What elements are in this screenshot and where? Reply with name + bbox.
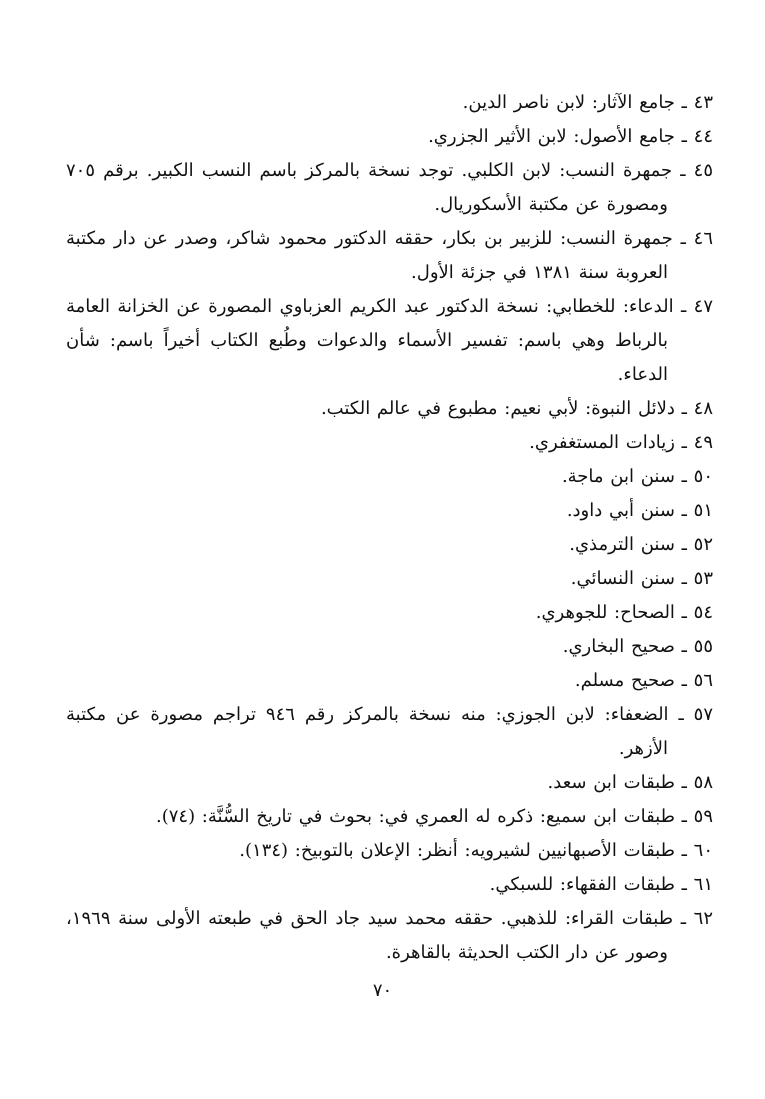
entry-number: ٦٠ [693,840,713,861]
bibliography-entry-57: ٥٧ ـ الضعفاء: لابن الجوزي: منه نسخة بالمركز رقم ٩٤٦ تراجم مصورة عن مكتبة الأزهر. [66,698,713,766]
entry-number: ٤٦ [693,228,713,249]
entry-text: جمهرة النسب: للزبير بن بكار، حققه الدكتور محمود شاكر، وصدر عن دار مكتبة العروبة سنة ١٣٨١ في جزئة الأول. [66,228,673,283]
bibliography-entry-49: ٤٩ ـ زيادات المستغفري. [66,426,713,460]
entry-text: جمهرة النسب: لابن الكلبي. توجد نسخة بالمركز باسم النسب الكبير. برقم ٧٠٥ ومصورة عن مكتبة الأسكوريال. [66,160,673,215]
entry-text: طبقات ابن سميع: ذكره له العمري في: بحوث في تاريخ السُّنَّة: (٧٤). [155,806,675,827]
entry-text: طبقات القراء: للذهبي. حققه محمد سيد جاد الحق في طبعته الأولى سنة ١٩٦٩، وصور عن دار الكتب الحديثة بالقاهرة. [66,908,674,963]
bibliography-entry-45: ٤٥ ـ جمهرة النسب: لابن الكلبي. توجد نسخة بالمركز باسم النسب الكبير. برقم ٧٠٥ ومصورة عن مكتبة الأسكوريال. [66,154,713,222]
entry-text: جامع الأصول: لابن الأثير الجزري. [428,126,675,147]
page-number: ٧٠ [372,980,393,1001]
entry-number: ٦١ [693,874,713,895]
entry-number: ٤٣ [693,92,713,113]
entry-text: زيادات المستغفري. [529,432,675,453]
entry-number: ٤٥ [693,160,714,181]
bibliography-entry-58: ٥٨ ـ طبقات ابن سعد. [66,766,713,800]
bibliography-entry-43: ٤٣ ـ جامع الآثار: لابن ناصر الدين. [66,86,713,120]
entry-number: ٥٠ [693,466,713,487]
entry-number: ٤٧ [693,296,714,317]
bibliography-entry-55: ٥٥ ـ صحيح البخاري. [66,630,713,664]
bibliography-entry-60: ٦٠ ـ طبقات الأصبهانيين لشيرويه: أنظر: الإعلان بالتوبيخ: (١٣٤). [66,834,713,868]
entry-number: ٥٣ [693,568,713,589]
entry-number: ٤٤ [693,126,713,147]
bibliography-entry-62: ٦٢ ـ طبقات القراء: للذهبي. حققه محمد سيد جاد الحق في طبعته الأولى سنة ١٩٦٩، وصور عن دار الكتب الحديثة بالقاهرة. [66,902,713,970]
bibliography-entry-61: ٦١ ـ طبقات الفقهاء: للسبكي. [66,868,713,902]
entry-number: ٥٤ [693,602,713,623]
entry-text: الدعاء: للخطابي: نسخة الدكتور عبد الكريم العزباوي المصورة عن الخزانة العامة بالرباط وهي باسم: تفسير الأسماء والدعوات وطُبع الكتاب أخيراً باسم: شأن الدعاء. [66,296,674,385]
bibliography-entry-53: ٥٣ ـ سنن النسائي. [66,562,713,596]
bibliography-entry-46: ٤٦ ـ جمهرة النسب: للزبير بن بكار، حققه الدكتور محمود شاكر، وصدر عن دار مكتبة العروبة سنة ١٣٨١ في جزئة الأول. [66,222,713,290]
bibliography-entry-54: ٥٤ ـ الصحاح: للجوهري. [66,596,713,630]
entry-text: طبقات الأصبهانيين لشيرويه: أنظر: الإعلان بالتوبيخ: (١٣٤). [239,840,675,861]
entry-text: الضعفاء: لابن الجوزي: منه نسخة بالمركز رقم ٩٤٦ تراجم مصورة عن مكتبة الأزهر. [66,704,669,759]
entry-text: جامع الآثار: لابن ناصر الدين. [462,92,675,113]
entry-number: ٦٢ [693,908,713,929]
bibliography-list [66,86,713,970]
entry-number: ٥٩ [693,806,713,827]
entry-text: سنن الترمذي. [569,534,675,555]
entry-number: ٥٥ [693,636,713,657]
entry-text: الصحاح: للجوهري. [535,602,675,623]
entry-number: ٥٧ [693,704,713,725]
bibliography-entry-56: ٥٦ ـ صحيح مسلم. [66,664,713,698]
entry-number: ٥٢ [693,534,713,555]
entry-text: طبقات ابن سعد. [547,772,675,793]
bibliography-entry-59: ٥٩ ـ طبقات ابن سميع: ذكره له العمري في: بحوث في تاريخ السُّنَّة: (٧٤). [66,800,713,834]
entry-text: سنن ابن ماجة. [561,466,675,487]
entry-text: سنن النسائي. [570,568,675,589]
entry-number: ٤٩ [693,432,713,453]
bibliography-entry-47: ٤٧ ـ الدعاء: للخطابي: نسخة الدكتور عبد الكريم العزباوي المصورة عن الخزانة العامة بالرباط وهي باسم: تفسير الأسماء والدعوات وطُبع الكتاب أخيراً باسم: شأن الدعاء. [66,290,713,392]
bibliography-entry-50: ٥٠ ـ سنن ابن ماجة. [66,460,713,494]
entry-text: صحيح البخاري. [562,636,675,657]
entry-number: ٥٦ [693,670,713,691]
entry-text: طبقات الفقهاء: للسبكي. [489,874,675,895]
entry-number: ٤٨ [693,398,713,419]
entry-text: سنن أبي داود. [566,500,675,521]
bibliography-entry-52: ٥٢ ـ سنن الترمذي. [66,528,713,562]
entry-text: دلائل النبوة: لأبي نعيم: مطبوع في عالم الكتب. [320,398,675,419]
entry-text: صحيح مسلم. [574,670,675,691]
entry-number: ٥١ [693,500,713,521]
entry-number: ٥٨ [693,772,713,793]
bibliography-entry-48: ٤٨ ـ دلائل النبوة: لأبي نعيم: مطبوع في عالم الكتب. [66,392,713,426]
bibliography-entry-44: ٤٤ ـ جامع الأصول: لابن الأثير الجزري. [66,120,713,154]
bibliography-entry-51: ٥١ ـ سنن أبي داود. [66,494,713,528]
